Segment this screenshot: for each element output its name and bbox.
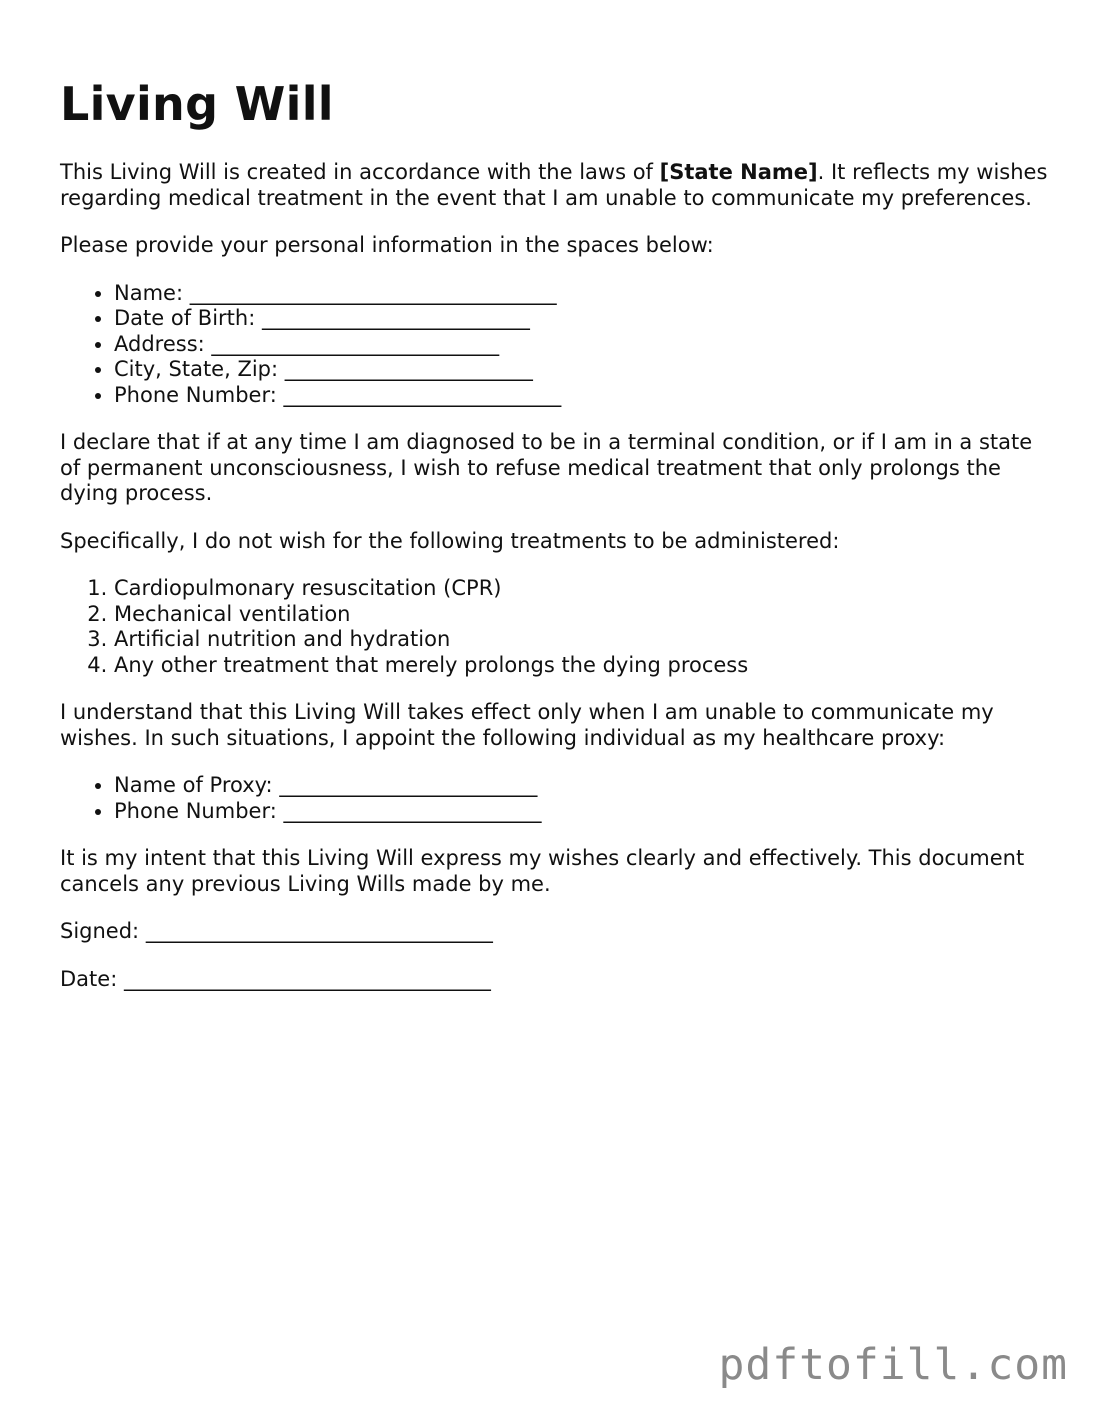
field-date-of-birth	[114, 306, 1050, 332]
field-phone-number	[114, 383, 1050, 409]
field-proxy-name	[114, 773, 1050, 799]
list-item: 1. Cardiopulmonary resuscitation (CPR)	[114, 576, 1050, 602]
list-item: 2. Mechanical ventilation	[114, 602, 1050, 628]
closing-paragraph: It is my intent that this Living Will express my wishes clearly and effectively. This document cancels any previous Living Wills made by me.	[60, 846, 1025, 896]
field-label: Name of Proxy:	[114, 773, 273, 797]
intro-text-start: This Living Will is created in accordance with the laws of	[60, 160, 660, 184]
date-of-birth-blank[interactable]: ___________________________	[261, 306, 530, 330]
phone-number-blank[interactable]: ____________________________	[283, 382, 561, 407]
proxy-info-list	[60, 773, 1050, 824]
field-label: Address:	[114, 331, 205, 356]
city-state-zip-blank[interactable]: _________________________	[284, 357, 533, 381]
signature-label: Signed:	[60, 919, 140, 943]
field-label: Name:	[114, 280, 184, 305]
field-label: City, State, Zip:	[114, 357, 279, 381]
name-blank[interactable]: _____________________________________	[189, 280, 557, 305]
proxy-phone-blank[interactable]: __________________________	[283, 798, 541, 823]
field-city-state-zip	[114, 357, 1050, 383]
signature-blank[interactable]: ___________________________________	[145, 919, 493, 943]
date-line	[60, 967, 1050, 993]
field-proxy-phone	[114, 799, 1050, 825]
personal-info-list	[60, 281, 1050, 409]
date-blank[interactable]: _____________________________________	[123, 966, 491, 991]
page-title: Living Will	[60, 77, 334, 131]
document-page	[60, 78, 1050, 1014]
personal-info-prompt: Please provide your personal information in the spaces below:	[60, 233, 714, 257]
intro-paragraph	[60, 160, 1050, 211]
intro-text-end: . It reflects my wishes regarding medical treatment in the event that I am unable to communicate my preferences.	[60, 160, 1048, 210]
field-label: Date of Birth:	[114, 306, 256, 330]
date-label: Date:	[60, 966, 118, 991]
signature-line	[60, 919, 1050, 945]
proxy-statement: I understand that this Living Will takes effect only when I am unable to communicate my wishes. In such situations, I appoint the following individual as my healthcare proxy:	[60, 700, 994, 750]
field-label: Phone Number:	[114, 798, 277, 823]
treatments-list	[60, 576, 1050, 678]
proxy-name-blank[interactable]: __________________________	[279, 773, 537, 797]
list-item: 4. Any other treatment that merely prolongs the dying process	[114, 653, 1050, 679]
field-label: Phone Number:	[114, 382, 277, 407]
address-blank[interactable]: _____________________________	[211, 331, 499, 356]
field-address	[114, 332, 1050, 358]
state-name-placeholder: [State Name]	[659, 160, 818, 184]
field-name	[114, 281, 1050, 307]
watermark: pdftofill.com	[718, 1340, 1068, 1390]
list-item: 3. Artificial nutrition and hydration	[114, 627, 1050, 653]
treatments-prompt: Specifically, I do not wish for the following treatments to be administered:	[60, 528, 840, 553]
declaration-paragraph: I declare that if at any time I am diagnosed to be in a terminal condition, or if I am in a state of permanent unconsciousness, I wish to refuse medical treatment that only prolongs the dying process.	[60, 430, 1033, 505]
